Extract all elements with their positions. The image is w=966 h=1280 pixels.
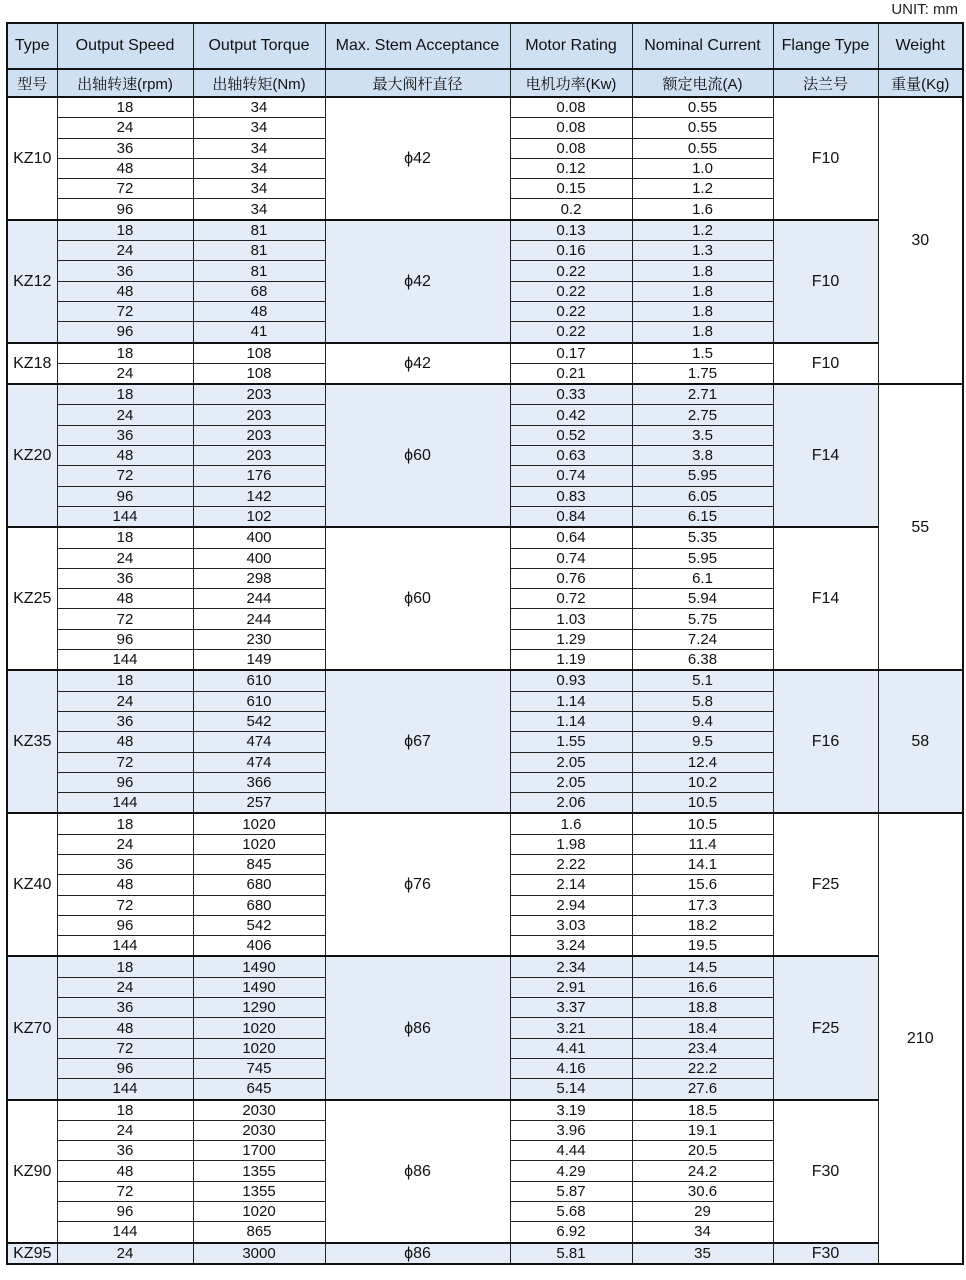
nominal-current-cell: 2.71 [632, 384, 773, 405]
motor-rating-cell: 3.37 [510, 998, 632, 1018]
motor-rating-cell: 0.21 [510, 363, 632, 384]
output-torque-cell: 3000 [193, 1243, 325, 1264]
motor-rating-cell: 1.19 [510, 650, 632, 671]
nominal-current-cell: 1.8 [632, 261, 773, 281]
header-output-torque-cn: 出轴转矩(Nm) [193, 69, 325, 97]
nominal-current-cell: 5.8 [632, 691, 773, 711]
nominal-current-cell: 18.5 [632, 1100, 773, 1121]
output-speed-cell: 96 [57, 486, 193, 506]
output-torque-cell: 1490 [193, 956, 325, 977]
motor-rating-cell: 0.13 [510, 220, 632, 241]
flange-type-cell: F10 [773, 220, 878, 343]
motor-rating-cell: 2.91 [510, 977, 632, 997]
type-cell: KZ90 [7, 1100, 57, 1243]
output-speed-cell: 18 [57, 220, 193, 241]
header-flange-type: Flange Type [773, 23, 878, 69]
output-speed-cell: 18 [57, 527, 193, 548]
output-speed-cell: 24 [57, 363, 193, 384]
table-row [7, 1243, 963, 1264]
table-row [7, 97, 963, 118]
nominal-current-cell: 7.24 [632, 629, 773, 649]
nominal-current-cell: 3.5 [632, 425, 773, 445]
motor-rating-cell: 1.55 [510, 732, 632, 752]
output-speed-cell: 144 [57, 650, 193, 671]
output-torque-cell: 610 [193, 670, 325, 691]
nominal-current-cell: 0.55 [632, 138, 773, 158]
motor-rating-cell: 5.87 [510, 1181, 632, 1201]
flange-type-cell: F25 [773, 956, 878, 1099]
output-torque-cell: 1020 [193, 1038, 325, 1058]
output-torque-cell: 176 [193, 466, 325, 486]
unit-label: UNIT: mm [891, 1, 958, 18]
motor-rating-cell: 0.72 [510, 589, 632, 609]
nominal-current-cell: 14.1 [632, 854, 773, 874]
nominal-current-cell: 18.8 [632, 998, 773, 1018]
output-torque-cell: 542 [193, 711, 325, 731]
nominal-current-cell: 2.75 [632, 405, 773, 425]
type-cell: KZ25 [7, 527, 57, 670]
flange-type-cell: F30 [773, 1243, 878, 1264]
motor-rating-cell: 5.81 [510, 1243, 632, 1264]
header-max-stem: Max. Stem Acceptance [325, 23, 510, 69]
table-row [7, 670, 963, 691]
output-torque-cell: 745 [193, 1058, 325, 1078]
output-speed-cell: 24 [57, 241, 193, 261]
nominal-current-cell: 19.5 [632, 936, 773, 957]
output-torque-cell: 244 [193, 609, 325, 629]
motor-rating-cell: 0.64 [510, 527, 632, 548]
output-speed-cell: 18 [57, 1100, 193, 1121]
output-torque-cell: 645 [193, 1079, 325, 1100]
output-torque-cell: 230 [193, 629, 325, 649]
motor-rating-cell: 5.14 [510, 1079, 632, 1100]
table-body [7, 97, 963, 1264]
motor-rating-cell: 3.24 [510, 936, 632, 957]
table-row [7, 343, 963, 364]
output-torque-cell: 1700 [193, 1141, 325, 1161]
output-torque-cell: 34 [193, 199, 325, 220]
table-row [7, 527, 963, 548]
table-row [7, 220, 963, 241]
output-speed-cell: 24 [57, 118, 193, 138]
output-speed-cell: 24 [57, 1120, 193, 1140]
output-torque-cell: 81 [193, 220, 325, 241]
nominal-current-cell: 10.5 [632, 793, 773, 814]
motor-rating-cell: 0.08 [510, 97, 632, 118]
motor-rating-cell: 3.19 [510, 1100, 632, 1121]
flange-type-cell: F14 [773, 384, 878, 527]
motor-rating-cell: 4.41 [510, 1038, 632, 1058]
nominal-current-cell: 23.4 [632, 1038, 773, 1058]
weight-cell: 58 [878, 670, 963, 813]
motor-rating-cell: 0.22 [510, 301, 632, 321]
header-type: Type [7, 23, 57, 69]
output-torque-cell: 81 [193, 241, 325, 261]
output-torque-cell: 142 [193, 486, 325, 506]
motor-rating-cell: 0.17 [510, 343, 632, 364]
output-speed-cell: 36 [57, 1141, 193, 1161]
motor-rating-cell: 4.16 [510, 1058, 632, 1078]
output-torque-cell: 1290 [193, 998, 325, 1018]
output-speed-cell: 36 [57, 261, 193, 281]
motor-rating-cell: 0.74 [510, 548, 632, 568]
output-speed-cell: 96 [57, 1202, 193, 1222]
nominal-current-cell: 30.6 [632, 1181, 773, 1201]
header-row-chinese [7, 69, 963, 97]
output-speed-cell: 24 [57, 405, 193, 425]
motor-rating-cell: 0.15 [510, 179, 632, 199]
output-speed-cell: 24 [57, 834, 193, 854]
type-cell: KZ40 [7, 813, 57, 956]
output-torque-cell: 108 [193, 363, 325, 384]
motor-rating-cell: 0.22 [510, 322, 632, 343]
table-row [7, 956, 963, 977]
spec-table [6, 22, 964, 1265]
header-nominal-current: Nominal Current [632, 23, 773, 69]
header-nominal-current-cn: 额定电流(A) [632, 69, 773, 97]
motor-rating-cell: 0.83 [510, 486, 632, 506]
output-speed-cell: 48 [57, 589, 193, 609]
output-torque-cell: 149 [193, 650, 325, 671]
output-torque-cell: 1020 [193, 834, 325, 854]
nominal-current-cell: 1.6 [632, 199, 773, 220]
nominal-current-cell: 5.95 [632, 548, 773, 568]
output-speed-cell: 72 [57, 1038, 193, 1058]
output-speed-cell: 96 [57, 322, 193, 343]
nominal-current-cell: 17.3 [632, 895, 773, 915]
motor-rating-cell: 6.92 [510, 1222, 632, 1243]
motor-rating-cell: 0.42 [510, 405, 632, 425]
max-stem-cell: ϕ86 [325, 1243, 510, 1264]
flange-type-cell: F25 [773, 813, 878, 956]
nominal-current-cell: 1.75 [632, 363, 773, 384]
header-type-cn: 型号 [7, 69, 57, 97]
motor-rating-cell: 0.33 [510, 384, 632, 405]
nominal-current-cell: 35 [632, 1243, 773, 1264]
flange-type-cell: F14 [773, 527, 878, 670]
table-row [7, 1100, 963, 1121]
nominal-current-cell: 0.55 [632, 97, 773, 118]
motor-rating-cell: 1.29 [510, 629, 632, 649]
header-motor-rating: Motor Rating [510, 23, 632, 69]
motor-rating-cell: 1.14 [510, 691, 632, 711]
output-torque-cell: 41 [193, 322, 325, 343]
motor-rating-cell: 0.52 [510, 425, 632, 445]
nominal-current-cell: 12.4 [632, 752, 773, 772]
output-speed-cell: 24 [57, 1243, 193, 1264]
motor-rating-cell: 0.22 [510, 261, 632, 281]
nominal-current-cell: 15.6 [632, 875, 773, 895]
nominal-current-cell: 5.94 [632, 589, 773, 609]
output-speed-cell: 36 [57, 998, 193, 1018]
table-row [7, 813, 963, 834]
nominal-current-cell: 5.35 [632, 527, 773, 548]
motor-rating-cell: 4.44 [510, 1141, 632, 1161]
output-torque-cell: 610 [193, 691, 325, 711]
nominal-current-cell: 6.38 [632, 650, 773, 671]
max-stem-cell: ϕ42 [325, 97, 510, 220]
motor-rating-cell: 2.22 [510, 854, 632, 874]
motor-rating-cell: 4.29 [510, 1161, 632, 1181]
weight-cell: 210 [878, 813, 963, 1264]
output-torque-cell: 244 [193, 589, 325, 609]
max-stem-cell: ϕ76 [325, 813, 510, 956]
output-torque-cell: 203 [193, 384, 325, 405]
header-weight: Weight [878, 23, 963, 69]
output-speed-cell: 36 [57, 854, 193, 874]
nominal-current-cell: 6.1 [632, 568, 773, 588]
nominal-current-cell: 1.0 [632, 158, 773, 178]
output-torque-cell: 680 [193, 875, 325, 895]
output-speed-cell: 36 [57, 711, 193, 731]
nominal-current-cell: 29 [632, 1202, 773, 1222]
output-torque-cell: 865 [193, 1222, 325, 1243]
nominal-current-cell: 27.6 [632, 1079, 773, 1100]
type-cell: KZ18 [7, 343, 57, 385]
weight-cell: 30 [878, 97, 963, 384]
flange-type-cell: F30 [773, 1100, 878, 1243]
output-speed-cell: 18 [57, 384, 193, 405]
nominal-current-cell: 22.2 [632, 1058, 773, 1078]
motor-rating-cell: 5.68 [510, 1202, 632, 1222]
nominal-current-cell: 34 [632, 1222, 773, 1243]
output-torque-cell: 203 [193, 446, 325, 466]
output-speed-cell: 144 [57, 936, 193, 957]
flange-type-cell: F16 [773, 670, 878, 813]
output-torque-cell: 34 [193, 118, 325, 138]
output-speed-cell: 96 [57, 1058, 193, 1078]
output-torque-cell: 366 [193, 772, 325, 792]
nominal-current-cell: 5.1 [632, 670, 773, 691]
flange-type-cell: F10 [773, 97, 878, 220]
output-speed-cell: 18 [57, 813, 193, 834]
output-speed-cell: 96 [57, 915, 193, 935]
motor-rating-cell: 0.74 [510, 466, 632, 486]
output-torque-cell: 1020 [193, 1018, 325, 1038]
output-torque-cell: 34 [193, 158, 325, 178]
nominal-current-cell: 1.2 [632, 179, 773, 199]
output-speed-cell: 48 [57, 732, 193, 752]
output-torque-cell: 1355 [193, 1161, 325, 1181]
output-torque-cell: 34 [193, 179, 325, 199]
nominal-current-cell: 6.05 [632, 486, 773, 506]
output-torque-cell: 1020 [193, 1202, 325, 1222]
nominal-current-cell: 10.5 [632, 813, 773, 834]
output-torque-cell: 203 [193, 425, 325, 445]
output-speed-cell: 24 [57, 548, 193, 568]
max-stem-cell: ϕ67 [325, 670, 510, 813]
output-torque-cell: 1355 [193, 1181, 325, 1201]
nominal-current-cell: 1.8 [632, 322, 773, 343]
output-speed-cell: 96 [57, 199, 193, 220]
motor-rating-cell: 0.08 [510, 138, 632, 158]
header-max-stem-cn: 最大阀杆直径 [325, 69, 510, 97]
output-torque-cell: 400 [193, 548, 325, 568]
motor-rating-cell: 0.2 [510, 199, 632, 220]
output-speed-cell: 96 [57, 772, 193, 792]
max-stem-cell: ϕ60 [325, 527, 510, 670]
output-torque-cell: 203 [193, 405, 325, 425]
nominal-current-cell: 20.5 [632, 1141, 773, 1161]
max-stem-cell: ϕ42 [325, 343, 510, 385]
motor-rating-cell: 1.14 [510, 711, 632, 731]
motor-rating-cell: 2.05 [510, 772, 632, 792]
output-torque-cell: 474 [193, 732, 325, 752]
motor-rating-cell: 0.08 [510, 118, 632, 138]
output-torque-cell: 406 [193, 936, 325, 957]
output-speed-cell: 72 [57, 179, 193, 199]
output-speed-cell: 48 [57, 446, 193, 466]
nominal-current-cell: 1.8 [632, 301, 773, 321]
type-cell: KZ95 [7, 1243, 57, 1264]
motor-rating-cell: 2.05 [510, 752, 632, 772]
output-torque-cell: 680 [193, 895, 325, 915]
motor-rating-cell: 1.03 [510, 609, 632, 629]
output-speed-cell: 48 [57, 281, 193, 301]
output-speed-cell: 72 [57, 301, 193, 321]
output-speed-cell: 36 [57, 568, 193, 588]
motor-rating-cell: 2.14 [510, 875, 632, 895]
motor-rating-cell: 3.03 [510, 915, 632, 935]
nominal-current-cell: 14.5 [632, 956, 773, 977]
nominal-current-cell: 18.4 [632, 1018, 773, 1038]
nominal-current-cell: 3.8 [632, 446, 773, 466]
output-speed-cell: 144 [57, 793, 193, 814]
output-speed-cell: 72 [57, 752, 193, 772]
output-torque-cell: 34 [193, 138, 325, 158]
motor-rating-cell: 0.63 [510, 446, 632, 466]
max-stem-cell: ϕ86 [325, 1100, 510, 1243]
max-stem-cell: ϕ86 [325, 956, 510, 1099]
nominal-current-cell: 5.95 [632, 466, 773, 486]
output-speed-cell: 18 [57, 956, 193, 977]
output-speed-cell: 48 [57, 1161, 193, 1181]
output-torque-cell: 108 [193, 343, 325, 364]
type-cell: KZ35 [7, 670, 57, 813]
output-speed-cell: 96 [57, 629, 193, 649]
header-weight-cn: 重量(Kg) [878, 69, 963, 97]
motor-rating-cell: 0.12 [510, 158, 632, 178]
nominal-current-cell: 18.2 [632, 915, 773, 935]
table-header [7, 23, 963, 97]
motor-rating-cell: 0.84 [510, 506, 632, 527]
output-torque-cell: 68 [193, 281, 325, 301]
output-speed-cell: 48 [57, 158, 193, 178]
header-output-speed: Output Speed [57, 23, 193, 69]
nominal-current-cell: 0.55 [632, 118, 773, 138]
motor-rating-cell: 2.34 [510, 956, 632, 977]
output-speed-cell: 48 [57, 1018, 193, 1038]
output-speed-cell: 18 [57, 343, 193, 364]
motor-rating-cell: 3.96 [510, 1120, 632, 1140]
output-speed-cell: 144 [57, 1079, 193, 1100]
motor-rating-cell: 0.76 [510, 568, 632, 588]
header-flange-type-cn: 法兰号 [773, 69, 878, 97]
output-speed-cell: 36 [57, 425, 193, 445]
output-speed-cell: 24 [57, 691, 193, 711]
output-torque-cell: 298 [193, 568, 325, 588]
header-motor-rating-cn: 电机功率(Kw) [510, 69, 632, 97]
output-torque-cell: 1490 [193, 977, 325, 997]
nominal-current-cell: 11.4 [632, 834, 773, 854]
nominal-current-cell: 1.3 [632, 241, 773, 261]
output-speed-cell: 18 [57, 670, 193, 691]
output-torque-cell: 102 [193, 506, 325, 527]
nominal-current-cell: 6.15 [632, 506, 773, 527]
output-speed-cell: 72 [57, 1181, 193, 1201]
table-row [7, 384, 963, 405]
nominal-current-cell: 1.8 [632, 281, 773, 301]
nominal-current-cell: 19.1 [632, 1120, 773, 1140]
output-speed-cell: 144 [57, 1222, 193, 1243]
max-stem-cell: ϕ60 [325, 384, 510, 527]
output-speed-cell: 72 [57, 609, 193, 629]
output-speed-cell: 48 [57, 875, 193, 895]
header-output-speed-cn: 出轴转速(rpm) [57, 69, 193, 97]
output-torque-cell: 34 [193, 97, 325, 118]
type-cell: KZ10 [7, 97, 57, 220]
output-torque-cell: 257 [193, 793, 325, 814]
output-speed-cell: 144 [57, 506, 193, 527]
motor-rating-cell: 0.22 [510, 281, 632, 301]
output-torque-cell: 81 [193, 261, 325, 281]
output-torque-cell: 400 [193, 527, 325, 548]
output-speed-cell: 72 [57, 466, 193, 486]
output-speed-cell: 24 [57, 977, 193, 997]
output-torque-cell: 2030 [193, 1120, 325, 1140]
nominal-current-cell: 24.2 [632, 1161, 773, 1181]
output-torque-cell: 845 [193, 854, 325, 874]
output-speed-cell: 72 [57, 895, 193, 915]
output-torque-cell: 48 [193, 301, 325, 321]
nominal-current-cell: 16.6 [632, 977, 773, 997]
max-stem-cell: ϕ42 [325, 220, 510, 343]
nominal-current-cell: 5.75 [632, 609, 773, 629]
output-torque-cell: 542 [193, 915, 325, 935]
motor-rating-cell: 2.06 [510, 793, 632, 814]
nominal-current-cell: 9.5 [632, 732, 773, 752]
nominal-current-cell: 9.4 [632, 711, 773, 731]
output-speed-cell: 18 [57, 97, 193, 118]
motor-rating-cell: 0.93 [510, 670, 632, 691]
motor-rating-cell: 0.16 [510, 241, 632, 261]
weight-cell: 55 [878, 384, 963, 670]
header-row-english [7, 23, 963, 69]
nominal-current-cell: 10.2 [632, 772, 773, 792]
motor-rating-cell: 1.6 [510, 813, 632, 834]
motor-rating-cell: 2.94 [510, 895, 632, 915]
output-torque-cell: 2030 [193, 1100, 325, 1121]
motor-rating-cell: 3.21 [510, 1018, 632, 1038]
flange-type-cell: F10 [773, 343, 878, 385]
output-torque-cell: 474 [193, 752, 325, 772]
motor-rating-cell: 1.98 [510, 834, 632, 854]
nominal-current-cell: 1.5 [632, 343, 773, 364]
type-cell: KZ12 [7, 220, 57, 343]
header-output-torque: Output Torque [193, 23, 325, 69]
type-cell: KZ20 [7, 384, 57, 527]
output-speed-cell: 36 [57, 138, 193, 158]
nominal-current-cell: 1.2 [632, 220, 773, 241]
type-cell: KZ70 [7, 956, 57, 1099]
output-torque-cell: 1020 [193, 813, 325, 834]
